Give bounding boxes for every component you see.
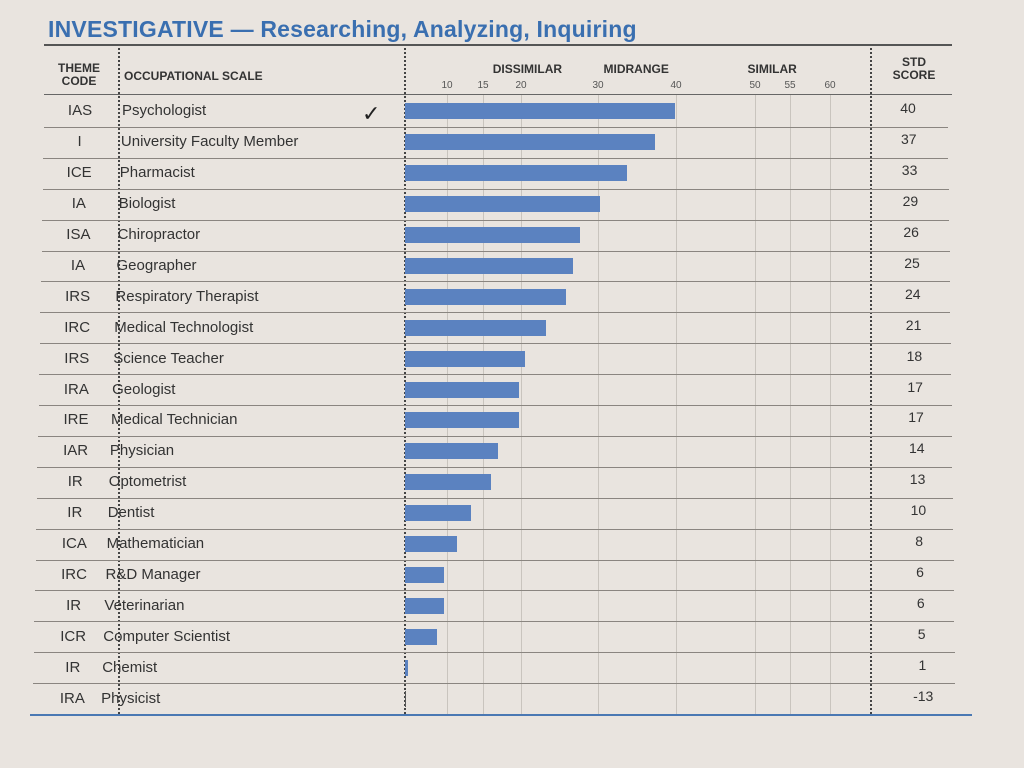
row-divider bbox=[44, 127, 948, 128]
theme-code-cell: IRS bbox=[64, 349, 90, 367]
score-bar bbox=[405, 382, 519, 398]
std-score-cell: -13 bbox=[913, 687, 934, 704]
x-tick-label: 50 bbox=[749, 80, 761, 91]
score-bar bbox=[405, 443, 498, 459]
occupational-scale-cell: Computer Scientist bbox=[103, 627, 231, 645]
x-tick-label: 60 bbox=[824, 80, 836, 91]
row-divider bbox=[40, 312, 950, 313]
row-divider bbox=[37, 467, 952, 468]
occupational-scale-cell: Physicist bbox=[101, 689, 161, 707]
theme-code-cell: ISA bbox=[66, 226, 91, 244]
score-bar bbox=[405, 351, 525, 367]
score-bar bbox=[405, 165, 627, 181]
column-divider bbox=[870, 48, 872, 714]
score-bar bbox=[405, 536, 457, 552]
row-divider bbox=[41, 281, 950, 282]
std-score-header: STD SCORE bbox=[892, 55, 936, 82]
row-divider bbox=[34, 652, 955, 653]
theme-code-cell: IA bbox=[71, 195, 86, 213]
row-divider bbox=[43, 189, 949, 190]
row-divider bbox=[36, 529, 953, 530]
occupational-scale-cell: Medical Technologist bbox=[114, 318, 254, 336]
score-bar bbox=[405, 196, 600, 212]
x-tick-label: 40 bbox=[670, 80, 682, 91]
std-score-cell: 17 bbox=[908, 409, 924, 426]
theme-code-cell: IRC bbox=[61, 565, 87, 583]
score-bar bbox=[405, 629, 437, 645]
x-tick-label: 30 bbox=[592, 80, 604, 91]
x-tick-label: 20 bbox=[515, 80, 527, 91]
row-divider bbox=[42, 220, 949, 221]
std-score-cell: 18 bbox=[906, 347, 923, 364]
std-score-cell: 6 bbox=[916, 594, 925, 611]
score-bar bbox=[405, 691, 406, 707]
theme-code-cell: IR bbox=[65, 658, 81, 676]
theme-code-cell: IRC bbox=[64, 318, 91, 336]
occupational-scale-cell: Pharmacist bbox=[119, 164, 195, 182]
theme-code-cell: ICR bbox=[60, 627, 87, 645]
score-bar bbox=[405, 505, 471, 521]
theme-code-cell: IRA bbox=[59, 689, 85, 707]
std-score-cell: 1 bbox=[918, 656, 927, 673]
x-tick-label: 15 bbox=[477, 80, 489, 91]
std-score-cell: 8 bbox=[915, 533, 924, 550]
score-bar bbox=[405, 103, 675, 119]
std-score-cell: 25 bbox=[904, 254, 920, 271]
occupational-scale-cell: University Faculty Member bbox=[120, 133, 299, 151]
zone-label-dissimilar: DISSIMILAR bbox=[492, 62, 563, 76]
std-score-cell: 33 bbox=[901, 162, 918, 179]
std-score-cell: 29 bbox=[902, 193, 919, 210]
score-bar bbox=[405, 258, 573, 274]
theme-code-cell: IA bbox=[70, 256, 86, 274]
row-divider bbox=[34, 621, 954, 622]
top-rule bbox=[44, 44, 952, 46]
x-tick-label: 55 bbox=[784, 80, 796, 91]
occupational-scale-cell: Geologist bbox=[112, 380, 176, 398]
title-main: INVESTIGATIVE bbox=[48, 16, 224, 42]
std-score-cell: 37 bbox=[901, 131, 917, 148]
std-score-cell: 26 bbox=[903, 224, 919, 241]
theme-code-cell: IR bbox=[67, 504, 83, 522]
theme-code-cell: IR bbox=[66, 596, 82, 614]
theme-code-cell: IR bbox=[67, 473, 83, 491]
occupational-scale-cell: Veterinarian bbox=[104, 596, 185, 614]
occupational-scale-header: OCCUPATIONAL SCALE bbox=[124, 69, 263, 83]
x-tick-label: 10 bbox=[441, 80, 453, 91]
check-mark-icon: ✓ bbox=[362, 102, 381, 127]
theme-code-cell: IAR bbox=[63, 442, 89, 460]
occupational-scale-cell: Respiratory Therapist bbox=[115, 287, 259, 305]
row-divider bbox=[37, 498, 953, 499]
score-bar bbox=[405, 134, 655, 150]
std-score-cell: 21 bbox=[905, 316, 922, 333]
score-bar bbox=[405, 412, 519, 428]
row-divider bbox=[33, 683, 955, 684]
occupational-scale-cell: Mathematician bbox=[106, 535, 205, 553]
row-divider bbox=[40, 343, 951, 344]
theme-code-header: THEME CODE bbox=[58, 61, 100, 88]
zone-label-midrange: MIDRANGE bbox=[603, 62, 669, 76]
row-divider bbox=[39, 374, 951, 375]
theme-code-cell: I bbox=[77, 133, 82, 151]
theme-code-cell: IRA bbox=[63, 380, 89, 398]
occupational-scale-cell: Chiropractor bbox=[117, 226, 201, 244]
occupational-scale-cell: Chemist bbox=[102, 658, 158, 676]
std-score-cell: 10 bbox=[910, 502, 927, 519]
title-subtitle: — Researching, Analyzing, Inquiring bbox=[223, 16, 637, 42]
row-divider bbox=[38, 436, 952, 437]
bottom-rule bbox=[30, 714, 972, 716]
occupational-scale-cell: Medical Technician bbox=[111, 411, 238, 429]
occupational-scale-cell: Science Teacher bbox=[113, 349, 224, 367]
occupational-scale-cell: Biologist bbox=[118, 195, 176, 213]
score-bar bbox=[405, 289, 566, 305]
std-score-cell: 13 bbox=[909, 471, 926, 488]
theme-code-cell: IAS bbox=[67, 102, 93, 120]
std-score-cell: 17 bbox=[907, 378, 923, 395]
std-score-cell: 5 bbox=[917, 625, 926, 642]
score-bar bbox=[405, 227, 580, 243]
chart-title bbox=[48, 16, 637, 43]
score-bar bbox=[405, 474, 491, 490]
theme-code-cell: ICA bbox=[61, 535, 87, 553]
occupational-scale-cell: Dentist bbox=[107, 504, 155, 522]
occupational-scale-cell: Geographer bbox=[116, 256, 197, 274]
occupational-scale-cell: R&D Manager bbox=[105, 565, 201, 583]
header-rule bbox=[44, 94, 952, 95]
theme-code-cell: IRE bbox=[63, 411, 89, 429]
score-bar bbox=[405, 320, 546, 336]
std-score-cell: 40 bbox=[900, 100, 916, 117]
score-bar bbox=[405, 567, 444, 583]
occupational-scale-cell: Optometrist bbox=[108, 473, 187, 491]
row-divider bbox=[39, 405, 952, 406]
row-divider bbox=[35, 590, 954, 591]
row-divider bbox=[36, 560, 954, 561]
std-score-cell: 6 bbox=[916, 563, 924, 580]
occupational-scale-cell: Psychologist bbox=[122, 102, 207, 120]
std-score-cell: 24 bbox=[905, 285, 921, 302]
theme-code-cell: ICE bbox=[66, 164, 92, 182]
std-score-cell: 14 bbox=[909, 440, 925, 457]
row-divider bbox=[42, 251, 950, 252]
theme-code-cell: IRS bbox=[65, 287, 91, 305]
score-bar bbox=[405, 598, 444, 614]
zone-label-similar: SIMILAR bbox=[747, 62, 797, 76]
occupational-scale-cell: Physician bbox=[109, 442, 175, 460]
score-bar bbox=[405, 660, 408, 676]
row-divider bbox=[43, 158, 948, 159]
